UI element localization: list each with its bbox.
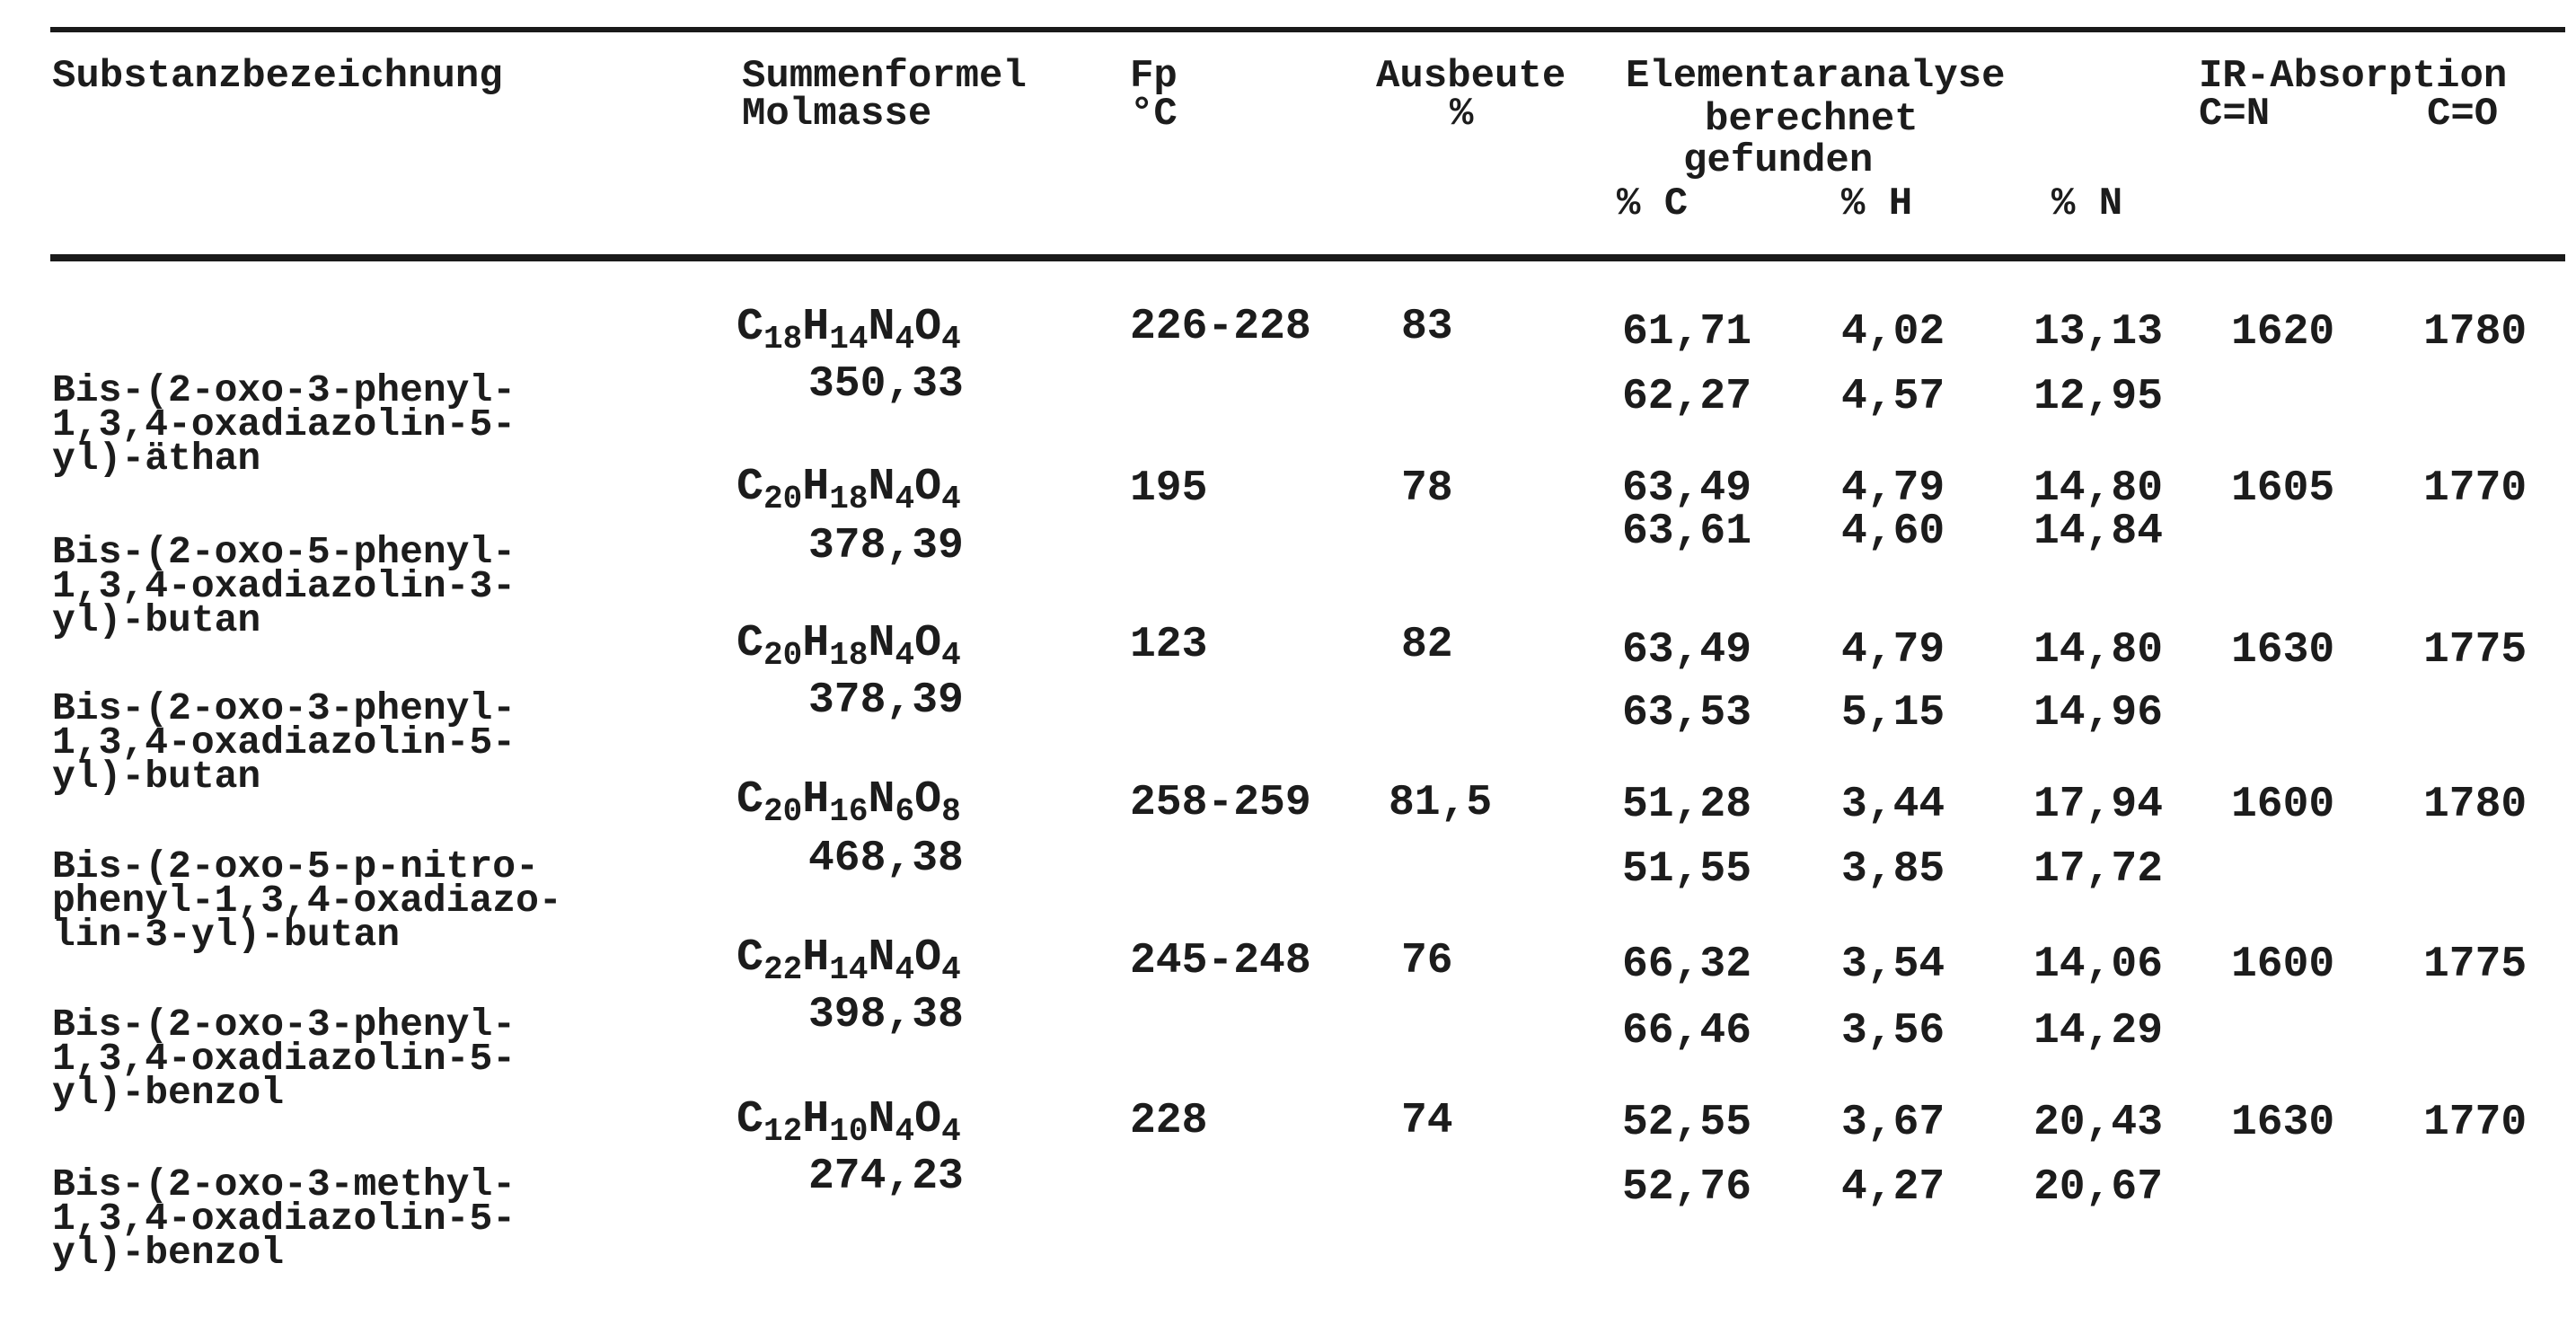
molar-mass: 350,33 xyxy=(808,360,964,409)
molecular-formula: $C_{20}H_{18}N_4O_4$ xyxy=(737,462,961,517)
header-ir-absorption: IR-Absorption xyxy=(2199,54,2508,99)
calc-h: 4,02 xyxy=(1841,308,1945,357)
ir-co-value: 1770 xyxy=(2423,1099,2527,1147)
header-fp: Fp xyxy=(1130,54,1178,99)
ir-co-value: 1780 xyxy=(2423,308,2527,357)
molar-mass: 274,23 xyxy=(808,1153,964,1201)
ir-cn-value: 1630 xyxy=(2231,626,2335,675)
molecular-formula: $C_{18}H_{14}N_4O_4$ xyxy=(737,302,961,358)
found-h: 5,15 xyxy=(1841,689,1945,738)
found-c: 51,55 xyxy=(1622,845,1752,894)
found-n: 14,96 xyxy=(2033,689,2164,738)
melting-point: 226-228 xyxy=(1130,303,1311,351)
header-percent-h: % H xyxy=(1841,181,1913,226)
found-c: 66,46 xyxy=(1622,1007,1752,1056)
calc-c: 66,32 xyxy=(1622,941,1752,989)
header-formula: Summenformel xyxy=(742,54,1027,99)
found-n: 12,95 xyxy=(2033,373,2164,421)
yield: 81,5 xyxy=(1389,779,1493,827)
header-calculated: berechnet xyxy=(1705,97,1919,142)
ir-co-value: 1775 xyxy=(2423,626,2527,675)
yield: 76 xyxy=(1401,937,1453,985)
molar-mass: 398,38 xyxy=(808,991,964,1039)
ir-co-value: 1780 xyxy=(2423,781,2527,829)
calc-c: 63,49 xyxy=(1622,464,1752,513)
header-fp-unit: °C xyxy=(1130,92,1178,137)
substance-name: Bis-(2-oxo-3-phenyl- 1,3,4-oxadiazolin-5- yl)-äthan xyxy=(52,368,516,481)
calc-n: 17,94 xyxy=(2033,781,2164,829)
ir-cn-value: 1620 xyxy=(2231,308,2335,357)
yield: 74 xyxy=(1401,1097,1453,1145)
calc-h: 3,54 xyxy=(1841,941,1945,989)
melting-point: 195 xyxy=(1130,464,1208,513)
found-n: 14,84 xyxy=(2033,508,2164,556)
top-rule xyxy=(50,27,2565,32)
substance-name: Bis-(2-oxo-5-p-nitro- phenyl-1,3,4-oxadiazo- lin-3-yl)-butan xyxy=(52,844,562,957)
header-ir-cn: C=N xyxy=(2199,92,2271,137)
header-molmass: Molmasse xyxy=(742,92,932,137)
header-substance-name: Substanzbezeichnung xyxy=(52,54,503,99)
yield: 83 xyxy=(1401,303,1453,351)
calc-h: 4,79 xyxy=(1841,464,1945,513)
calc-h: 3,67 xyxy=(1841,1099,1945,1147)
melting-point: 228 xyxy=(1130,1097,1208,1145)
calc-h: 3,44 xyxy=(1841,781,1945,829)
header-elemental-analysis: Elementaranalyse xyxy=(1626,54,2006,99)
molar-mass: 468,38 xyxy=(808,835,964,883)
calc-h: 4,79 xyxy=(1841,626,1945,675)
header-yield-unit: % xyxy=(1450,92,1474,137)
ir-co-value: 1770 xyxy=(2423,464,2527,513)
ir-cn-value: 1600 xyxy=(2231,781,2335,829)
molar-mass: 378,39 xyxy=(808,676,964,725)
calc-n: 14,80 xyxy=(2033,626,2164,675)
calc-c: 61,71 xyxy=(1622,308,1752,357)
found-n: 14,29 xyxy=(2033,1007,2164,1056)
header-found: gefunden xyxy=(1683,138,1874,183)
calc-n: 14,80 xyxy=(2033,464,2164,513)
ir-cn-value: 1600 xyxy=(2231,941,2335,989)
ir-co-value: 1775 xyxy=(2423,941,2527,989)
substance-name: Bis-(2-oxo-5-phenyl- 1,3,4-oxadiazolin-3- yl)-butan xyxy=(52,530,516,642)
header-percent-c: % C xyxy=(1617,181,1689,226)
substance-name: Bis-(2-oxo-3-methyl- 1,3,4-oxadiazolin-5- yl)-benzol xyxy=(52,1162,516,1275)
substance-name: Bis-(2-oxo-3-phenyl- 1,3,4-oxadiazolin-5- yl)-benzol xyxy=(52,1003,516,1115)
found-n: 17,72 xyxy=(2033,845,2164,894)
ir-cn-value: 1630 xyxy=(2231,1099,2335,1147)
header-percent-n: % N xyxy=(2051,181,2123,226)
melting-point: 123 xyxy=(1130,621,1208,669)
found-c: 62,27 xyxy=(1622,373,1752,421)
molar-mass: 378,39 xyxy=(808,522,964,570)
yield: 78 xyxy=(1401,464,1453,513)
calc-n: 14,06 xyxy=(2033,941,2164,989)
found-h: 4,27 xyxy=(1841,1163,1945,1212)
found-h: 4,57 xyxy=(1841,373,1945,421)
found-c: 63,53 xyxy=(1622,689,1752,738)
calc-c: 52,55 xyxy=(1622,1099,1752,1147)
molecular-formula: $C_{22}H_{14}N_4O_4$ xyxy=(737,932,961,988)
ir-cn-value: 1605 xyxy=(2231,464,2335,513)
found-c: 63,61 xyxy=(1622,508,1752,556)
header-yield: Ausbeute xyxy=(1376,54,1566,99)
calc-n: 20,43 xyxy=(2033,1099,2164,1147)
found-h: 3,56 xyxy=(1841,1007,1945,1056)
molecular-formula: $C_{20}H_{18}N_4O_4$ xyxy=(737,618,961,674)
melting-point: 245-248 xyxy=(1130,937,1311,985)
found-c: 52,76 xyxy=(1622,1163,1752,1212)
found-h: 3,85 xyxy=(1841,845,1945,894)
melting-point: 258-259 xyxy=(1130,779,1311,827)
molecular-formula: $C_{12}H_{10}N_4O_4$ xyxy=(737,1094,961,1150)
yield: 82 xyxy=(1401,621,1453,669)
substance-name: Bis-(2-oxo-3-phenyl- 1,3,4-oxadiazolin-5- yl)-butan xyxy=(52,686,516,799)
molecular-formula: $C_{20}H_{16}N_6O_8$ xyxy=(737,774,961,830)
found-n: 20,67 xyxy=(2033,1163,2164,1212)
calc-n: 13,13 xyxy=(2033,308,2164,357)
found-h: 4,60 xyxy=(1841,508,1945,556)
header-rule xyxy=(50,254,2565,261)
header-ir-co: C=O xyxy=(2427,92,2499,137)
calc-c: 51,28 xyxy=(1622,781,1752,829)
calc-c: 63,49 xyxy=(1622,626,1752,675)
